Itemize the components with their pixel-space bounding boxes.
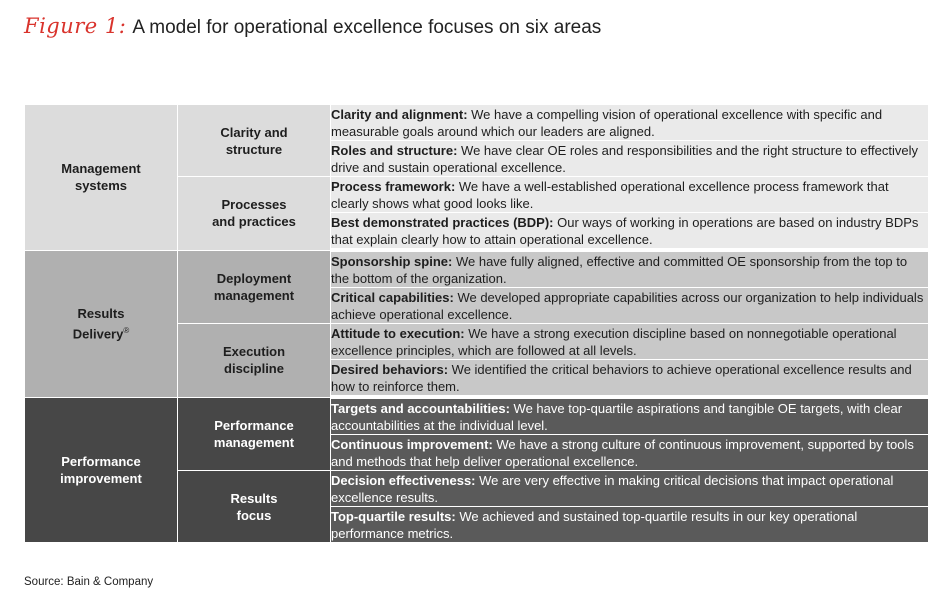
item-top-quartile-results: Top-quartile results: We achieved and sustained top-quartile results in our key operational performance metrics. [331, 507, 929, 543]
item-targets-and-accountabilities: Targets and accountabilities: We have top-quartile aspirations and tangible OE targets, with clear accountabilities at the individual level. [331, 397, 929, 435]
sub-area-results-focus: Results focus [178, 471, 331, 543]
item-best-demonstrated-practices: Best demonstrated practices (BDP): Our ways of working in operations are based on industry BDPs that explain clearly how to attain operational excellence. [331, 213, 929, 251]
item-process-framework: Process framework: We have a well-established operational excellence process framework that clearly shows what good looks like. [331, 177, 929, 213]
figure-title [24, 14, 601, 39]
table-row [25, 397, 929, 435]
table-row [25, 250, 929, 288]
sub-area-clarity-and-structure: Clarity and structure [178, 105, 331, 177]
figure-label: Figure 1: [24, 14, 127, 38]
registered-mark: ® [123, 325, 130, 335]
source-note: Source: Bain & Company [24, 576, 154, 588]
figure-title-text: A model for operational excellence focuses on six areas [132, 17, 602, 38]
area-management-systems: Management systems [25, 105, 178, 251]
table-row [25, 105, 929, 141]
item-attitude-to-execution: Attitude to execution: We have a strong execution discipline based on nonnegotiable operational excellence principles, which are followed at all levels. [331, 324, 929, 360]
item-decision-effectiveness: Decision effectiveness: We are very effective in making critical decisions that impact operational excellence results. [331, 471, 929, 507]
sub-area-processes-and-practices: Processes and practices [178, 177, 331, 251]
item-desired-behaviors: Desired behaviors: We identified the critical behaviors to achieve operational excellence results and how to reinforce them. [331, 360, 929, 398]
sub-area-execution-discipline: Execution discipline [178, 324, 331, 398]
item-roles-and-structure: Roles and structure: We have clear OE roles and responsibilities and the right structure to effectively drive and sustain operational excellence. [331, 141, 929, 177]
item-clarity-and-alignment: Clarity and alignment: We have a compelling vision of operational excellence with specific and measurable goals around which our leaders are aligned. [331, 105, 929, 141]
sub-area-performance-management: Performance management [178, 397, 331, 471]
item-critical-capabilities: Critical capabilities: We developed appropriate capabilities across our organization to help individuals achieve operational excellence. [331, 288, 929, 324]
item-continuous-improvement: Continuous improvement: We have a strong culture of continuous improvement, supported by tools and methods that help deliver operational excellence. [331, 435, 929, 471]
area-performance-improvement: Performance improvement [25, 397, 178, 543]
area-results-delivery: Results Delivery® [25, 250, 178, 397]
oe-model-table [24, 104, 929, 543]
item-sponsorship-spine: Sponsorship spine: We have fully aligned, effective and committed OE sponsorship from the top to the bottom of the organization. [331, 250, 929, 288]
sub-area-deployment-management: Deployment management [178, 250, 331, 324]
